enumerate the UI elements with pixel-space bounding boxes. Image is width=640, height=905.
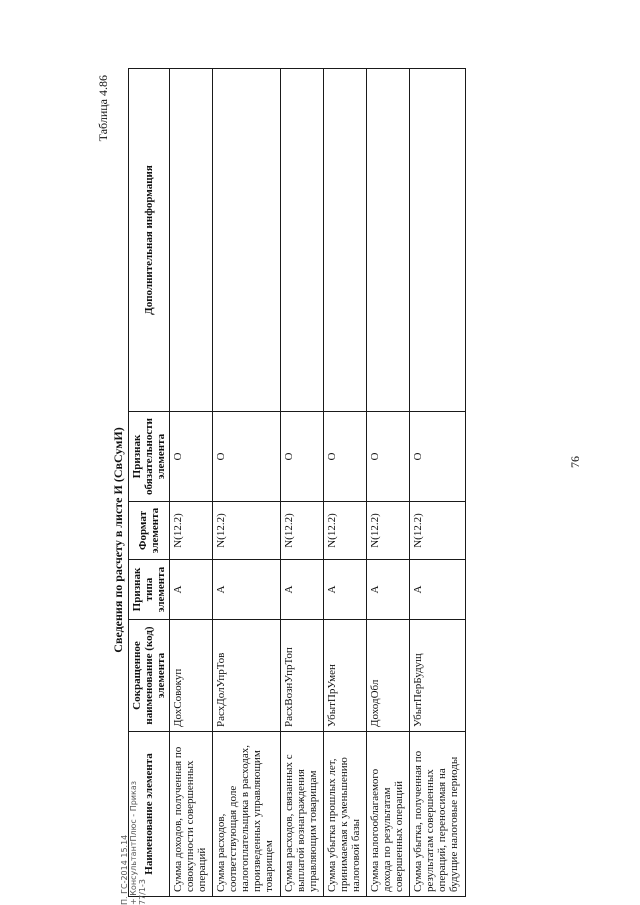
cell-info (410, 69, 466, 412)
header-format: Формат элемента (129, 502, 170, 560)
footer-line-2: + КонсультантПлюс - Приказ 77/1-3 (129, 781, 147, 905)
cell-format: N(12.2) (281, 502, 324, 560)
cell-format: N(12.2) (170, 502, 213, 560)
table-title: Сведения по расчету в листе И (СвСумИ) (111, 427, 125, 653)
footer-line-1: П. ГС-2014 15.14 (120, 834, 129, 905)
cell-type: А (367, 560, 410, 620)
cell-required: О (213, 412, 281, 502)
cell-code: УбытПерБудущ (410, 620, 466, 732)
cell-info (213, 69, 281, 412)
cell-code: УбытПрУмен (324, 620, 367, 732)
cell-format: N(12.2) (213, 502, 281, 560)
header-info: Дополнительная информация (129, 69, 170, 412)
cell-required: О (410, 412, 466, 502)
table-row (410, 69, 466, 897)
cell-code: ДоходОбл (367, 620, 410, 732)
cell-code: ДохСовокуп (170, 620, 213, 732)
cell-required: О (170, 412, 213, 502)
footer-note (120, 765, 147, 905)
table-label: Таблица 4.86 (96, 75, 110, 142)
cell-name: Сумма доходов, полученная по совокупности совершенных операций (170, 732, 213, 897)
cell-name: Сумма убытка прошлых лет, принимаемая к уменьшению налоговой базы (324, 732, 367, 897)
cell-required: О (367, 412, 410, 502)
table-row (213, 69, 281, 897)
table-row (281, 69, 324, 897)
cell-format: N(12.2) (367, 502, 410, 560)
cell-info (170, 69, 213, 412)
header-code: Сокращенное наименование (код) элемента (129, 620, 170, 732)
cell-info (324, 69, 367, 412)
cell-info (281, 69, 324, 412)
cell-required: О (281, 412, 324, 502)
cell-required: О (324, 412, 367, 502)
cell-name: Сумма убытка, полученная по результатам совершенных операций, переносимая на будущие налоговые периоды (410, 732, 466, 897)
elements-table (128, 68, 466, 897)
cell-name: Сумма налогооблагаемого дохода по результатам совершенных операций (367, 732, 410, 897)
cell-format: N(12.2) (324, 502, 367, 560)
page-number: 76 (568, 456, 582, 468)
cell-code: РасхВознУпрТоп (281, 620, 324, 732)
table-row (170, 69, 213, 897)
header-type: Признак типа элемента (129, 560, 170, 620)
cell-name: Сумма расходов, соответствующая доле налогоплательщика в расходах, произведенных управляющим товарищем (213, 732, 281, 897)
cell-name: Сумма расходов, связанных с выплатой вознаграждения управляющим товарищам (281, 732, 324, 897)
cell-type: А (324, 560, 367, 620)
cell-type: А (410, 560, 466, 620)
table-row (324, 69, 367, 897)
header-required: Признак обязательности элемента (129, 412, 170, 502)
cell-info (367, 69, 410, 412)
cell-type: А (170, 560, 213, 620)
cell-format: N(12.2) (410, 502, 466, 560)
cell-type: А (213, 560, 281, 620)
cell-type: А (281, 560, 324, 620)
header-name: Наименование элемента (129, 732, 170, 897)
cell-code: РасхДолУпрТов (213, 620, 281, 732)
table-row (367, 69, 410, 897)
